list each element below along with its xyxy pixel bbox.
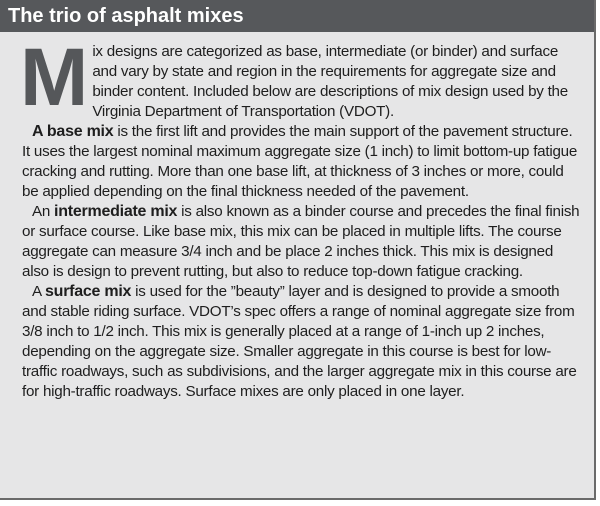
drop-cap: M [20, 32, 89, 123]
intermediate-mix-paragraph [22, 202, 582, 282]
intermediate-mix-text: is also known as a binder course and precedes the final finish or surface course. Like base mix, this mix can be placed in multiple lifts. The course aggregate can measure 3/4 inch and be place 2 inches thick. This mix is designed also is design to prevent rutting, but also to reduce top-down fatigue cracking. [22, 203, 580, 280]
intro-text: ix designs are categorized as base, intermediate (or binder) and surface and vary by state and region in the requirements for aggregate size and binder content. Included below are descriptions of mix design used by the Virginia Department of Transportation (VDOT). [92, 43, 568, 120]
surface-mix-paragraph [22, 282, 582, 402]
intermediate-mix-keyword: intermediate mix [54, 203, 178, 220]
article-body [20, 32, 582, 402]
base-mix-paragraph [22, 122, 582, 202]
header-bar [0, 0, 594, 32]
intro-paragraph [20, 32, 582, 123]
surface-mix-text: is used for the ”beauty” layer and is designed to provide a smooth and stable riding surface. VDOT’s spec offers a range of nominal aggregate size from 3/8 inch to 1/2 inch. This mix is generally placed at a range of 1-inch up 2 inches, depending on the aggregate size. Smaller aggregate in this course is best for low-traffic roadways, such as subdivisions, and the larger aggregate mix in this course are for high-traffic roadways. Surface mixes are only placed in one layer. [22, 283, 577, 400]
intermediate-mix-lead: An [32, 203, 55, 220]
surface-mix-keyword: surface mix [45, 283, 132, 300]
base-mix-text: is the first lift and provides the main support of the pavement structure. It uses the largest nominal maximum aggregate size (1 inch) to limit bottom-up fatigue cracking and rutting. More than one base lift, at thickness of 3 inches or more, could be applied depending on the final thickness needed of the pavement. [22, 123, 578, 200]
surface-mix-lead: A [32, 283, 46, 300]
base-mix-keyword: A base mix [32, 123, 114, 140]
sidebar-title: The trio of asphalt mixes [8, 5, 244, 27]
